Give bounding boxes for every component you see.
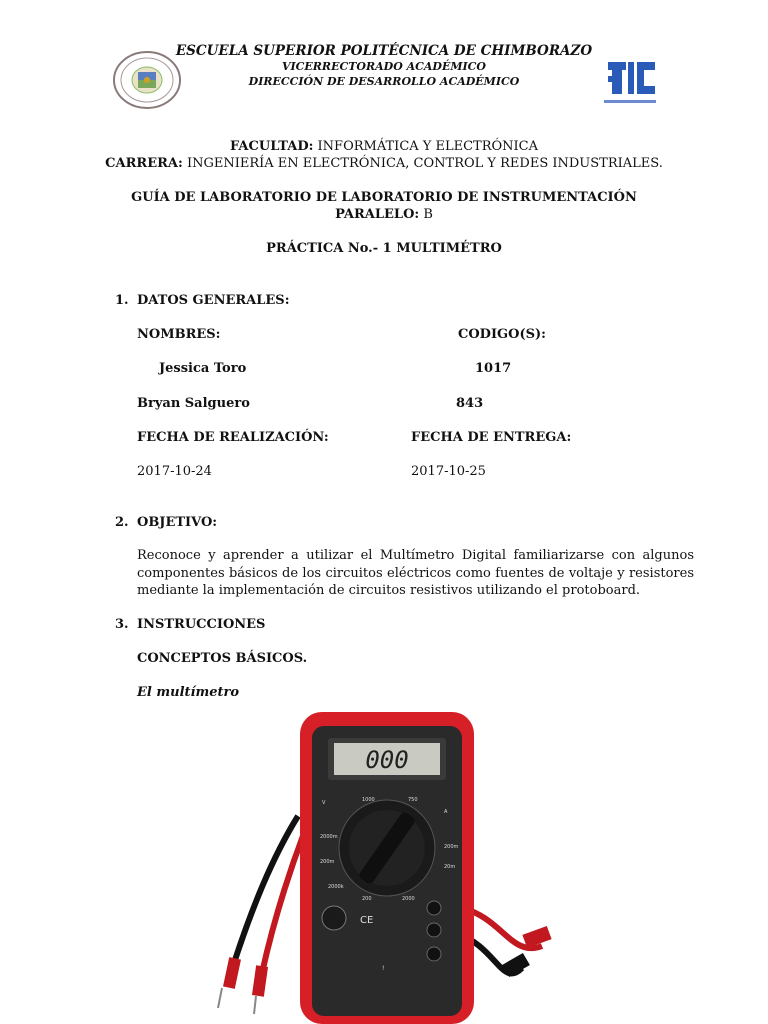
faculty-label: FACULTAD:	[229, 139, 314, 154]
parallel-value: B	[423, 207, 433, 222]
svg-text:200: 200	[362, 896, 372, 902]
svg-text:A: A	[444, 809, 448, 815]
multimeter-display: 000	[365, 746, 409, 774]
svg-text:2000: 2000	[402, 896, 415, 902]
date-made-label: FECHA DE REALIZACIÓN:	[137, 430, 329, 445]
section2-heading: OBJETIVO:	[137, 515, 218, 530]
names-label: NOMBRES:	[137, 327, 221, 342]
section1-number: 1.	[115, 293, 129, 308]
basic-concepts-heading: CONCEPTOS BÁSICOS.	[137, 651, 308, 666]
section1-heading: DATOS GENERALES:	[137, 293, 290, 308]
student1-code: 1017	[475, 361, 512, 376]
career-label: CARRERA:	[105, 156, 183, 171]
objective-line2: componentes básicos de los circuitos eléctricos como fuentes de voltaje y resistores	[137, 566, 694, 581]
parallel-line	[0, 206, 768, 224]
svg-text:1000: 1000	[362, 797, 375, 803]
svg-text:V: V	[322, 800, 326, 806]
codes-label: CODIGO(S):	[458, 327, 546, 342]
svg-text:750: 750	[408, 797, 418, 803]
academic-direction: DIRECCIÓN DE DESARROLLO ACADÉMICO	[248, 75, 520, 88]
section3-number: 3.	[115, 617, 129, 632]
career-value: INGENIERÍA EN ELECTRÓNICA, CONTROL Y REDES INDUSTRIALES.	[186, 156, 663, 171]
student2-code: 843	[456, 396, 484, 411]
svg-text:2000m: 2000m	[320, 834, 338, 840]
svg-text:CE: CE	[360, 915, 374, 926]
svg-text:2000k: 2000k	[328, 884, 344, 890]
multimeter-image	[212, 708, 558, 1024]
career-line	[0, 155, 768, 173]
date-made: 2017-10-24	[137, 464, 212, 479]
svg-text:!: !	[382, 965, 385, 972]
section3-heading: INSTRUCCIONES	[137, 617, 266, 632]
svg-text:20m: 20m	[444, 864, 456, 870]
faculty-value: INFORMÁTICA Y ELECTRÓNICA	[317, 139, 539, 154]
practice-title: PRÁCTICA No.- 1 MULTIMÉTRO	[266, 241, 502, 256]
objective-line1: Reconoce y aprender a utilizar el Multímetro Digital familiarizarse con algunos	[137, 548, 694, 563]
institution-title: ESCUELA SUPERIOR POLITÉCNICA DE CHIMBORAZO	[175, 43, 593, 59]
section2-number: 2.	[115, 515, 129, 530]
svg-text:200m: 200m	[444, 844, 459, 850]
vice-rectorate: VICERRECTORADO ACADÉMICO	[281, 60, 487, 73]
date-due: 2017-10-25	[411, 464, 486, 479]
date-due-label: FECHA DE ENTREGA:	[411, 430, 572, 445]
student2-name: Bryan Salguero	[137, 396, 250, 411]
multimeter-caption: El multímetro	[137, 685, 240, 700]
parallel-label: PARALELO:	[335, 207, 420, 222]
guide-title: GUÍA DE LABORATORIO DE LABORATORIO DE INSTRUMENTACIÓN	[131, 190, 637, 205]
svg-text:200m: 200m	[320, 859, 335, 865]
faculty-line	[0, 138, 768, 156]
objective-line3: mediante la implementación de circuitos resistivos utilizando el protoboard.	[137, 583, 641, 598]
student1-name: Jessica Toro	[159, 361, 247, 376]
